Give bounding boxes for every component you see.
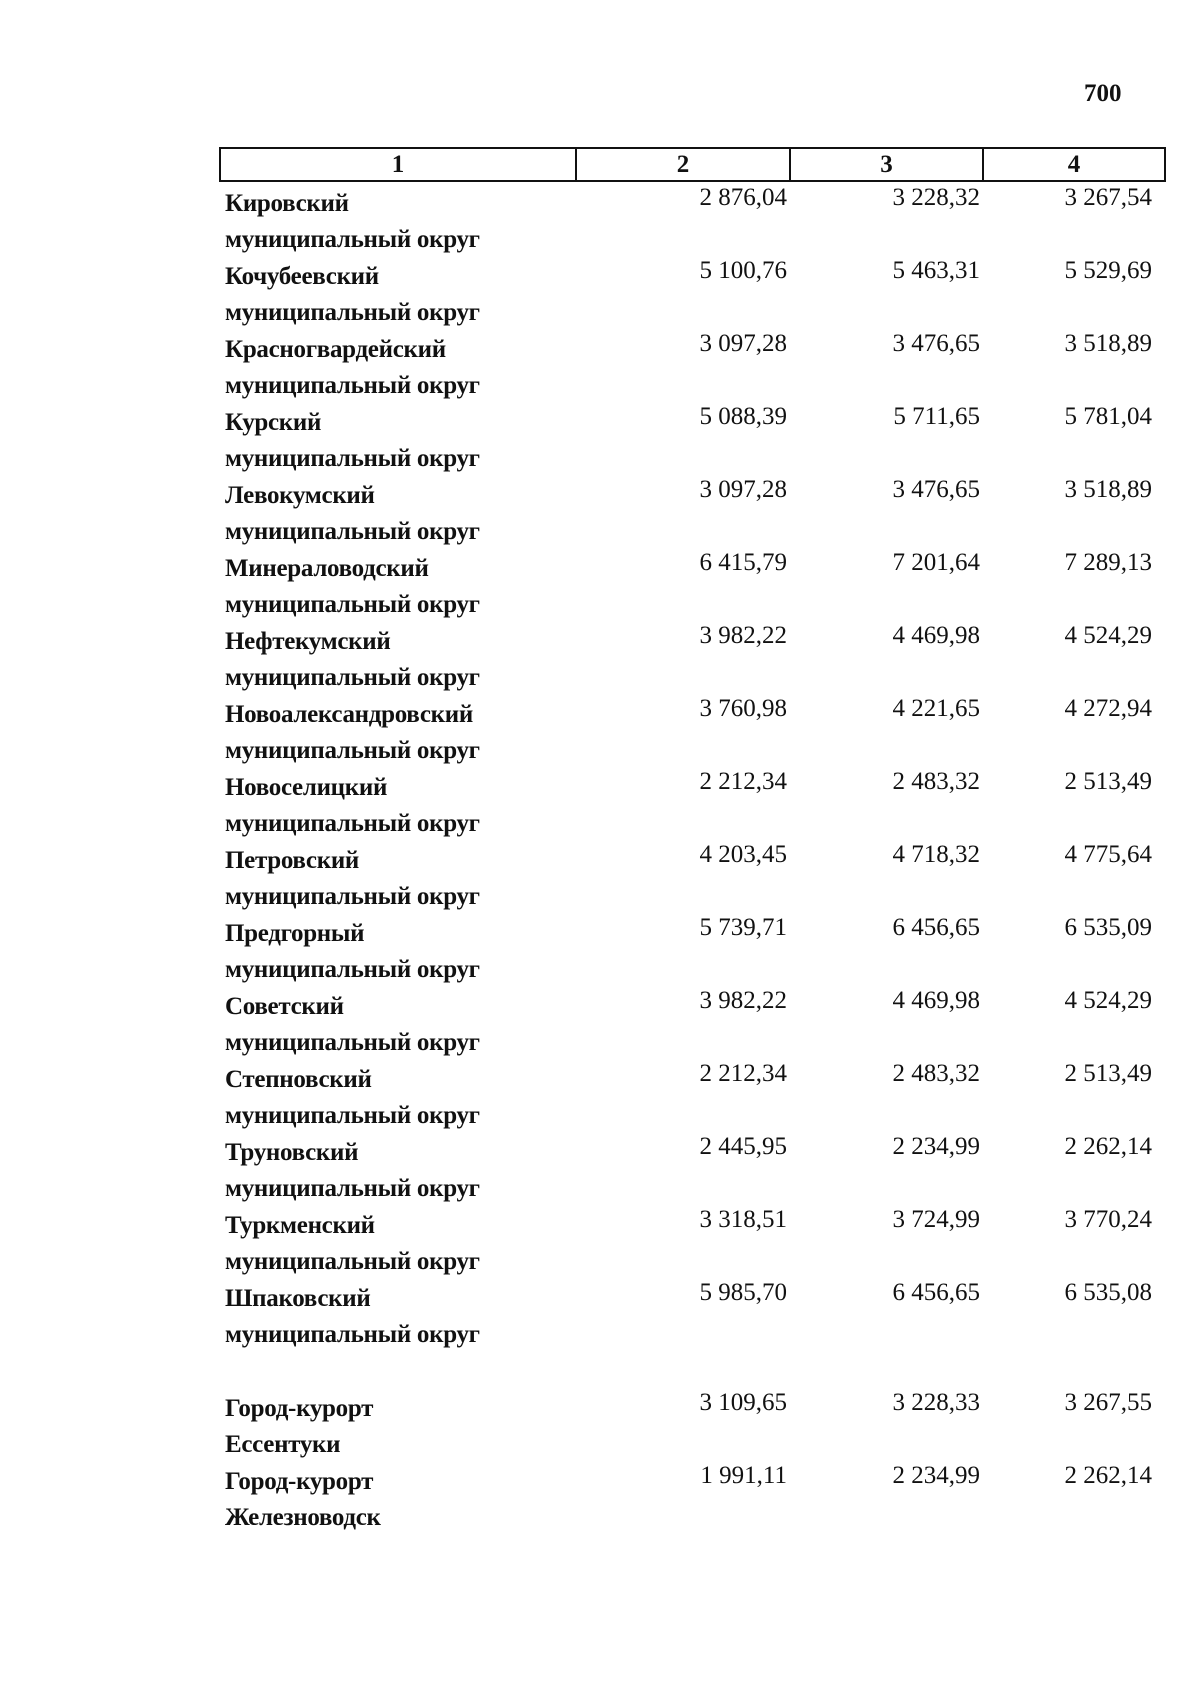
district-name — [225, 551, 645, 623]
value-column-2: 3 760,98 — [699, 695, 787, 722]
district-name-line2: муниципальный округ — [225, 956, 480, 983]
district-name-line1: Степновский — [225, 1066, 372, 1093]
district-name — [225, 916, 645, 988]
table-row — [225, 1281, 1165, 1353]
column-header-1: 1 — [220, 148, 576, 181]
value-column-3: 6 456,65 — [892, 914, 980, 941]
value-column-3: 2 234,99 — [892, 1133, 980, 1160]
value-column-4: 2 513,49 — [1064, 1060, 1152, 1087]
value-column-4: 4 524,29 — [1064, 987, 1152, 1014]
value-column-4: 3 770,24 — [1064, 1206, 1152, 1233]
value-column-4: 2 513,49 — [1064, 768, 1152, 795]
district-name-line2: муниципальный округ — [225, 372, 480, 399]
value-column-4: 5 781,04 — [1064, 403, 1152, 430]
district-name-line1: Петровский — [225, 847, 360, 874]
district-name-line2: муниципальный округ — [225, 1321, 480, 1348]
value-column-2: 2 445,95 — [699, 1133, 787, 1160]
district-name-line1: Новоселицкий — [225, 774, 388, 801]
table-row — [225, 186, 1165, 258]
district-name-line2: муниципальный округ — [225, 737, 480, 764]
value-column-2: 3 982,22 — [699, 622, 787, 649]
district-name — [225, 478, 645, 550]
table-row — [225, 989, 1165, 1061]
value-column-3: 3 228,32 — [892, 184, 980, 211]
district-name-line1: Труновский — [225, 1139, 359, 1166]
page-number: 700 — [1084, 80, 1122, 107]
table-row — [225, 405, 1165, 477]
value-column-4: 6 535,08 — [1064, 1279, 1152, 1306]
value-column-4: 3 518,89 — [1064, 476, 1152, 503]
district-name-line2: муниципальный округ — [225, 664, 480, 691]
column-header-2: 2 — [576, 148, 790, 181]
value-column-2: 4 203,45 — [699, 841, 787, 868]
district-name-line1: Туркменский — [225, 1212, 375, 1239]
value-column-2: 3 097,28 — [699, 330, 787, 357]
table-row — [225, 478, 1165, 550]
value-column-3: 3 228,33 — [892, 1389, 980, 1416]
value-column-3: 4 718,32 — [892, 841, 980, 868]
district-name — [225, 1208, 645, 1280]
district-name — [225, 1281, 645, 1353]
value-column-4: 2 262,14 — [1064, 1462, 1152, 1489]
table-row — [225, 843, 1165, 915]
value-column-2: 3 097,28 — [699, 476, 787, 503]
value-column-4: 3 267,55 — [1064, 1389, 1152, 1416]
district-name — [225, 624, 645, 696]
value-column-3: 3 476,65 — [892, 476, 980, 503]
district-name — [225, 186, 645, 258]
value-column-3: 5 711,65 — [893, 403, 980, 430]
district-name-line1: Левокумский — [225, 482, 375, 509]
district-name-line2: муниципальный округ — [225, 1029, 480, 1056]
value-column-2: 2 876,04 — [699, 184, 787, 211]
district-name-line1: Город-курорт — [225, 1468, 374, 1495]
value-column-3: 4 469,98 — [892, 987, 980, 1014]
district-name — [225, 1464, 645, 1536]
district-name — [225, 332, 645, 404]
district-name-line1: Советский — [225, 993, 344, 1020]
column-header-table — [219, 147, 1166, 182]
table-row — [225, 624, 1165, 696]
value-column-3: 2 483,32 — [892, 768, 980, 795]
table-row — [225, 697, 1165, 769]
value-column-2: 3 318,51 — [699, 1206, 787, 1233]
value-column-3: 3 476,65 — [892, 330, 980, 357]
district-name — [225, 770, 645, 842]
value-column-4: 6 535,09 — [1064, 914, 1152, 941]
value-column-4: 4 524,29 — [1064, 622, 1152, 649]
value-column-2: 5 985,70 — [699, 1279, 787, 1306]
district-name-line2: муниципальный округ — [225, 299, 480, 326]
value-column-4: 5 529,69 — [1064, 257, 1152, 284]
table-row — [225, 1135, 1165, 1207]
table-row — [225, 259, 1165, 331]
table-row — [225, 551, 1165, 623]
table-row — [225, 1464, 1165, 1536]
district-name-line1: Город-курорт — [225, 1395, 374, 1422]
column-header-row — [220, 148, 1165, 181]
district-name — [225, 697, 645, 769]
value-column-2: 5 100,76 — [699, 257, 787, 284]
district-name-line1: Предгорный — [225, 920, 365, 947]
district-name-line2: Ессентуки — [225, 1431, 341, 1458]
district-name-line2: муниципальный округ — [225, 445, 480, 472]
district-name-line2: муниципальный округ — [225, 518, 480, 545]
value-column-3: 4 469,98 — [892, 622, 980, 649]
value-column-2: 2 212,34 — [699, 768, 787, 795]
value-column-4: 3 518,89 — [1064, 330, 1152, 357]
district-name-line1: Нефтекумский — [225, 628, 391, 655]
district-name-line2: муниципальный округ — [225, 1248, 480, 1275]
value-column-3: 6 456,65 — [892, 1279, 980, 1306]
value-column-4: 7 289,13 — [1064, 549, 1152, 576]
district-name-line1: Новоалександровский — [225, 701, 473, 728]
value-column-3: 2 234,99 — [892, 1462, 980, 1489]
district-name-line1: Шпаковский — [225, 1285, 371, 1312]
value-column-2: 5 739,71 — [699, 914, 787, 941]
district-name — [225, 989, 645, 1061]
table-row — [225, 1391, 1165, 1463]
value-column-4: 4 272,94 — [1064, 695, 1152, 722]
district-name-line2: муниципальный округ — [225, 1102, 480, 1129]
table-row — [225, 332, 1165, 404]
district-name — [225, 1135, 645, 1207]
district-name-line1: Кировский — [225, 190, 349, 217]
district-name-line2: муниципальный округ — [225, 883, 480, 910]
value-column-4: 4 775,64 — [1064, 841, 1152, 868]
district-name-line1: Минераловодский — [225, 555, 429, 582]
district-name — [225, 259, 645, 331]
value-column-3: 3 724,99 — [892, 1206, 980, 1233]
value-column-2: 3 982,22 — [699, 987, 787, 1014]
district-name-line2: муниципальный округ — [225, 810, 480, 837]
district-name-line1: Курский — [225, 409, 322, 436]
column-header-3: 3 — [790, 148, 983, 181]
value-column-2: 3 109,65 — [699, 1389, 787, 1416]
district-name — [225, 1391, 645, 1463]
value-column-3: 7 201,64 — [892, 549, 980, 576]
value-column-2: 5 088,39 — [699, 403, 787, 430]
value-column-3: 5 463,31 — [892, 257, 980, 284]
district-name — [225, 405, 645, 477]
table-row — [225, 1208, 1165, 1280]
value-column-4: 3 267,54 — [1064, 184, 1152, 211]
value-column-2: 2 212,34 — [699, 1060, 787, 1087]
value-column-2: 6 415,79 — [699, 549, 787, 576]
district-name-line1: Красногвардейский — [225, 336, 446, 363]
district-name-line2: муниципальный округ — [225, 591, 480, 618]
table-row — [225, 770, 1165, 842]
district-name — [225, 843, 645, 915]
value-column-3: 2 483,32 — [892, 1060, 980, 1087]
column-header-4: 4 — [983, 148, 1165, 181]
district-name-line1: Кочубеевский — [225, 263, 379, 290]
value-column-2: 1 991,11 — [700, 1462, 787, 1489]
district-name-line2: муниципальный округ — [225, 226, 480, 253]
value-column-4: 2 262,14 — [1064, 1133, 1152, 1160]
value-column-3: 4 221,65 — [892, 695, 980, 722]
table-row — [225, 1062, 1165, 1134]
table-row — [225, 916, 1165, 988]
district-name-line2: Железноводск — [225, 1504, 381, 1531]
district-name — [225, 1062, 645, 1134]
district-name-line2: муниципальный округ — [225, 1175, 480, 1202]
